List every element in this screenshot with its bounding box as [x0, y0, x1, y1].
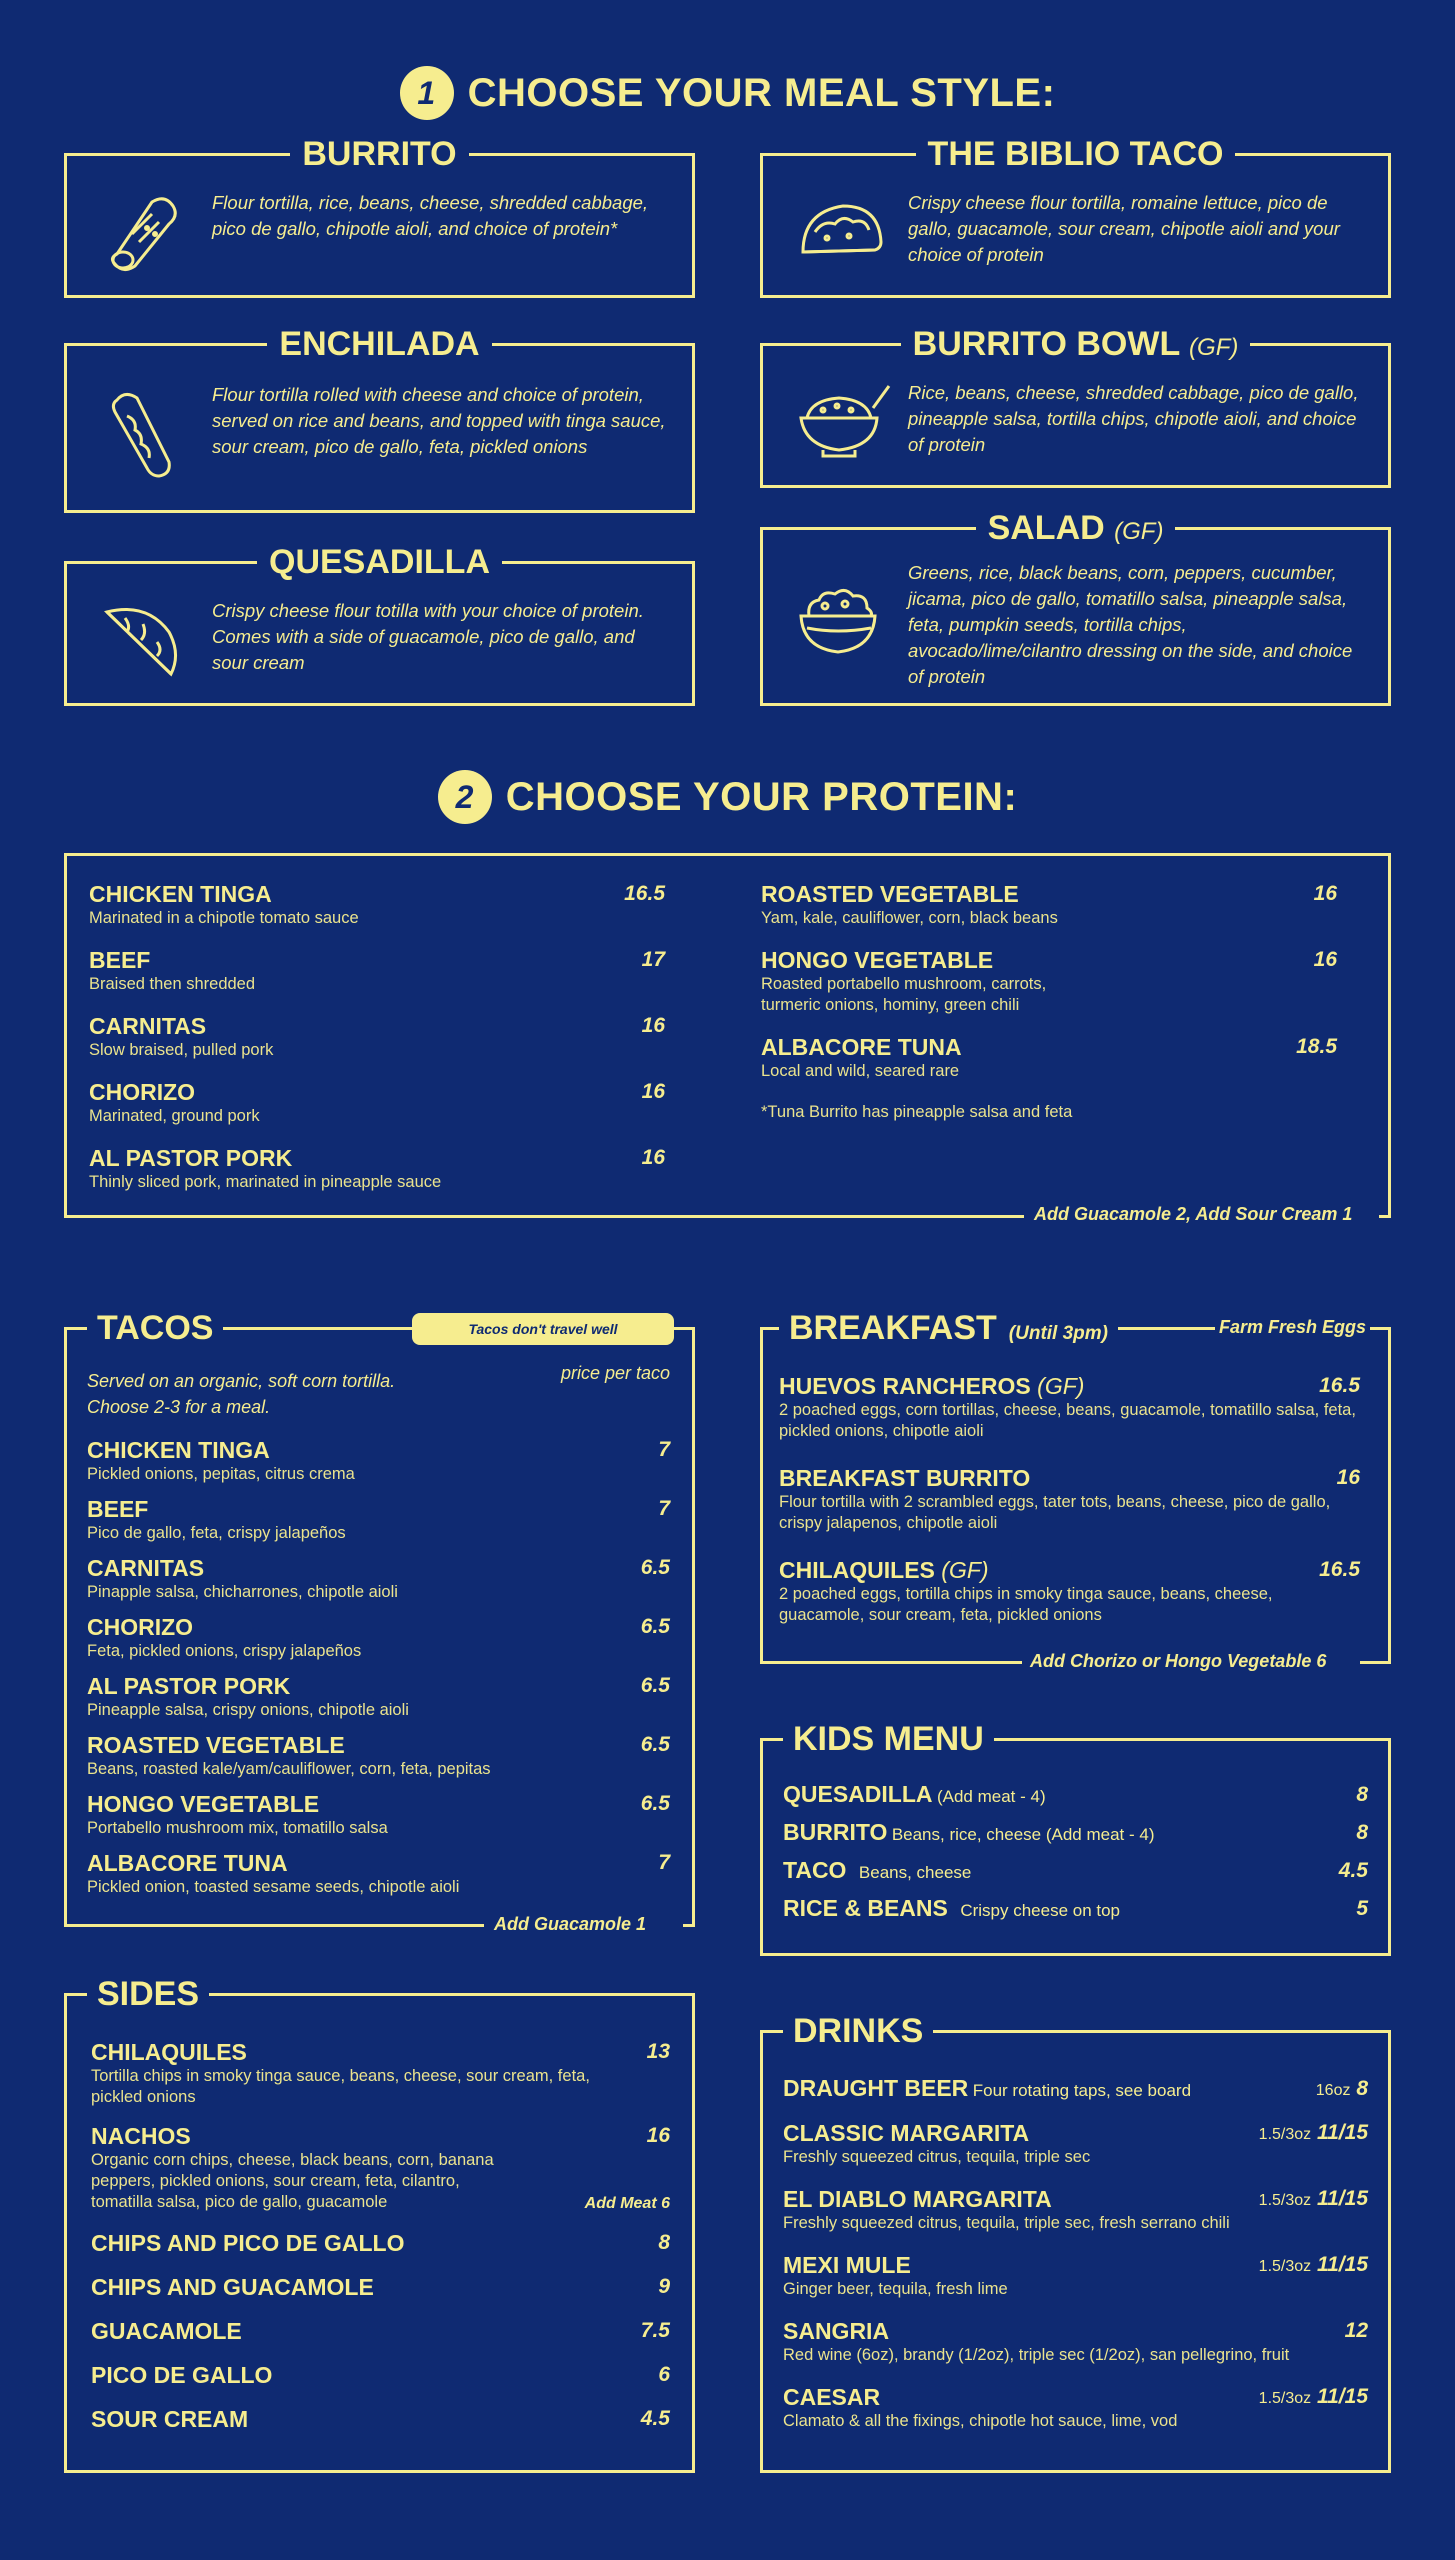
price: 8: [1356, 1783, 1368, 1806]
protein-item: ALBACORE TUNA Local and wild, seared rare 18.5: [761, 1034, 1337, 1080]
meal-desc: Crispy cheese flour tortilla, romaine lettuce, pico de gallo, guacamole, sour cream, chipotle aioli and your choice of protein: [908, 192, 1340, 265]
sides-box: [64, 1975, 695, 2473]
drinks-title: DRINKS: [783, 2011, 933, 2051]
taco-item: AL PASTOR PORK Pineapple salsa, crispy onions, chipotle aioli 6.5: [87, 1673, 670, 1719]
salad-icon: [793, 576, 883, 666]
price: 8: [658, 2231, 670, 2254]
price: 6: [658, 2363, 670, 2386]
tacos-bottom-corner: [683, 1914, 695, 1927]
drink-item: MEXI MULE Ginger beer, tequila, fresh lime 1.5/3oz 11/15: [783, 2252, 1368, 2298]
side-item: SOUR CREAM 4.5: [91, 2406, 670, 2432]
meal-desc: Greens, rice, black beans, corn, peppers, cucumber, jicama, pico de gallo, tomatillo salsa, pineapple salsa, feta, pumpkin seeds, tortilla chips, avocado/lime/cilantro dressing on the side, and choice of protein: [908, 562, 1353, 687]
drinks-box: [760, 2012, 1391, 2473]
tacos-travel-badge: Tacos don't travel well: [412, 1313, 674, 1345]
sides-list: [91, 2038, 670, 2449]
breakfast-bottom-line: [760, 1661, 1022, 1664]
meal-style-heading: [0, 66, 1455, 120]
meal-desc: Rice, beans, cheese, shredded cabbage, pico de gallo, pineapple salsa, tortilla chips, chipotle aioli, and choice of protein: [908, 382, 1359, 455]
tacos-box: [64, 1309, 695, 1927]
breakfast-addons: Add Chorizo or Hongo Vegetable 6: [1026, 1651, 1330, 1672]
breakfast-list: [779, 1372, 1360, 1626]
drink-item: CLASSIC MARGARITA Freshly squeezed citrus, tequila, triple sec 1.5/3oz 11/15: [783, 2120, 1368, 2166]
price: 16: [1313, 882, 1337, 905]
meal-card-burrito: [64, 135, 695, 298]
protein-box: [64, 853, 1391, 1218]
price: 16.5: [1319, 1558, 1360, 1581]
step-number-1: 1: [400, 66, 454, 120]
taco-item: HONGO VEGETABLE Portabello mushroom mix, tomatillo salsa 6.5: [87, 1791, 670, 1837]
gf-label: (GF): [1189, 334, 1239, 361]
side-item-nachos: NACHOS Organic corn chips, cheese, black beans, corn, banana peppers, pickled onions, sour cream, feta, cilantro, tomatilla salsa, pico de gallo, guacamole 16 Add Meat 6: [91, 2123, 670, 2212]
price: 7: [658, 1497, 670, 1520]
price: 16.5: [624, 882, 665, 905]
price: 4.5: [640, 2407, 670, 2430]
price: 16: [1336, 1466, 1360, 1489]
meal-desc: Flour tortilla rolled with cheese and choice of protein, served on rice and beans, and topped with tinga sauce, sour cream, pico de gallo, feta, pickled onions: [212, 384, 666, 457]
tacos-list: [87, 1436, 670, 1898]
kids-item: TACO Beans, cheese 4.5: [783, 1857, 1368, 1883]
price: 6.5: [640, 1556, 670, 1579]
drinks-list: [783, 2075, 1368, 2449]
taco-item: ROASTED VEGETABLE Beans, roasted kale/yam/cauliflower, corn, feta, pepitas 6.5: [87, 1732, 670, 1778]
meal-name: QUESADILLA: [257, 542, 502, 582]
step-number-2: 2: [438, 770, 492, 824]
price: 16.5: [1319, 1374, 1360, 1397]
price: 12: [1344, 2319, 1368, 2342]
meal-card-salad: [760, 509, 1391, 706]
drink-item: SANGRIA Red wine (6oz), brandy (1/2oz), triple sec (1/2oz), san pellegrino, fruit 12: [783, 2318, 1368, 2364]
breakfast-item: BREAKFAST BURRITO Flour tortilla with 2 scrambled eggs, tater tots, beans, cheese, pico de gallo, crispy jalapenos, chipotle aioli 16: [779, 1465, 1360, 1532]
breakfast-header: [779, 1308, 1118, 1354]
meal-card-enchilada: [64, 325, 695, 513]
side-item: PICO DE GALLO 6: [91, 2362, 670, 2388]
taco-item: ALBACORE TUNA Pickled onion, toasted sesame seeds, chipotle aioli 7: [87, 1850, 670, 1896]
enchilada-icon: [97, 382, 187, 482]
protein-list-right: [761, 880, 1337, 1123]
protein-item: CARNITAS Slow braised, pulled pork 16: [89, 1013, 665, 1059]
meal-name: THE BIBLIO TACO: [916, 134, 1236, 174]
protein-addons: Add Guacamole 2, Add Sour Cream 1: [1030, 1204, 1356, 1225]
breakfast-item: CHILAQUILES (GF) 2 poached eggs, tortilla chips in smoky tinga sauce, beans, cheese, guacamole, sour cream, feta, pickled onions 16.5: [779, 1557, 1360, 1624]
kids-menu-title: KIDS MENU: [783, 1719, 994, 1759]
breakfast-title: BREAKFAST: [789, 1309, 997, 1347]
price: 6.5: [640, 1733, 670, 1756]
price: 17: [641, 948, 665, 971]
protein-item: ROASTED VEGETABLE Yam, kale, cauliflower, corn, black beans 16: [761, 881, 1337, 927]
price: 16: [641, 1146, 665, 1169]
price: 16: [1313, 948, 1337, 971]
price: 4.5: [1338, 1859, 1368, 1882]
drink-item: DRAUGHT BEER Four rotating taps, see board 16oz 8: [783, 2075, 1368, 2101]
taco-item: CARNITAS Pinapple salsa, chicharrones, chipotle aioli 6.5: [87, 1555, 670, 1601]
side-item-chilaquiles: CHILAQUILES Tortilla chips in smoky tinga sauce, beans, cheese, sour cream, feta, pickled onions 13: [91, 2039, 670, 2106]
gf-label: (GF): [1114, 518, 1164, 545]
breakfast-item: HUEVOS RANCHEROS (GF) 2 poached eggs, corn tortillas, cheese, beans, guacamole, tomatillo salsa, feta, pickled onions, chipotle aioli 16.5: [779, 1373, 1360, 1440]
breakfast-hours: (Until 3pm): [1008, 1323, 1109, 1344]
protein-item: CHORIZO Marinated, ground pork 16: [89, 1079, 665, 1125]
meal-name: BURRITO: [290, 134, 468, 174]
kids-item: QUESADILLA (Add meat - 4) 8: [783, 1781, 1368, 1807]
drink-item: CAESAR Clamato & all the fixings, chipotle hot sauce, lime, vod 1.5/3oz 11/15: [783, 2384, 1368, 2430]
protein-bottom-corner: [1379, 1205, 1391, 1218]
price: 16: [641, 1014, 665, 1037]
price: 18.5: [1296, 1035, 1337, 1058]
tacos-addons: Add Guacamole 1: [490, 1914, 650, 1935]
meal-desc: Flour tortilla, rice, beans, cheese, shredded cabbage, pico de gallo, chipotle aioli, and choice of protein*: [212, 192, 649, 239]
kids-list: [783, 1781, 1368, 1933]
meal-desc: Crispy cheese flour totilla with your choice of protein. Comes with a side of guacamole, pico de gallo, and sour cream: [212, 600, 644, 673]
side-item: CHIPS AND GUACAMOLE 9: [91, 2274, 670, 2300]
protein-heading: [0, 770, 1455, 824]
breakfast-bottom-line-right: [1360, 1661, 1391, 1664]
price: 1.5/3oz 11/15: [1258, 2385, 1368, 2408]
meal-name: SALAD (GF): [976, 508, 1176, 552]
protein-item: HONGO VEGETABLE Roasted portabello mushroom, carrots, turmeric onions, hominy, green chili 16: [761, 947, 1337, 1014]
tacos-bottom-line: [64, 1924, 484, 1927]
price: 9: [658, 2275, 670, 2298]
kids-item: BURRITO Beans, rice, cheese (Add meat - 4) 8: [783, 1819, 1368, 1845]
farm-fresh-eggs-tag: Farm Fresh Eggs: [1215, 1317, 1370, 1338]
protein-bottom-line: [64, 1215, 1024, 1218]
price: 1.5/3oz 11/15: [1258, 2121, 1368, 2144]
price: 5: [1356, 1897, 1368, 1920]
price-per-taco-label: price per taco: [560, 1363, 670, 1383]
price: 8: [1356, 1821, 1368, 1844]
meal-style-title: CHOOSE YOUR MEAL STYLE:: [467, 70, 1056, 115]
tacos-title: TACOS: [87, 1308, 223, 1348]
drink-item: EL DIABLO MARGARITA Freshly squeezed citrus, tequila, triple sec, fresh serrano chili 1.5/3oz 11/15: [783, 2186, 1368, 2232]
tacos-intro: Served on an organic, soft corn tortilla. Choose 2-3 for a meal.: [87, 1371, 396, 1417]
protein-item: CHICKEN TINGA Marinated in a chipotle tomato sauce 16.5: [89, 881, 665, 927]
kids-menu-box: [760, 1720, 1391, 1956]
price: 16: [641, 1080, 665, 1103]
taco-icon: [793, 184, 893, 274]
price: 7.5: [640, 2319, 670, 2342]
price: 1.5/3oz 11/15: [1258, 2187, 1368, 2210]
taco-item: BEEF Pico de gallo, feta, crispy jalapeños 7: [87, 1496, 670, 1542]
price: 7: [658, 1851, 670, 1874]
side-item: GUACAMOLE 7.5: [91, 2318, 670, 2344]
breakfast-box: [760, 1309, 1391, 1664]
price: 13: [646, 2040, 670, 2063]
quesadilla-icon: [97, 592, 187, 682]
protein-item: AL PASTOR PORK Thinly sliced pork, marinated in pineapple sauce 16: [89, 1145, 665, 1191]
meal-name: ENCHILADA: [267, 324, 491, 364]
price: 6.5: [640, 1615, 670, 1638]
price: 6.5: [640, 1674, 670, 1697]
protein-item: BEEF Braised then shredded 17: [89, 947, 665, 993]
burrito-icon: [97, 184, 187, 274]
protein-list-left: [89, 880, 665, 1193]
meal-card-quesadilla: [64, 543, 695, 706]
tuna-note: *Tuna Burrito has pineapple salsa and feta: [761, 1103, 1073, 1121]
kids-item: RICE & BEANS Crispy cheese on top 5: [783, 1895, 1368, 1921]
price: 6.5: [640, 1792, 670, 1815]
meal-card-burrito-bowl: [760, 325, 1391, 488]
meal-card-biblio-taco: [760, 135, 1391, 298]
taco-item: CHORIZO Feta, pickled onions, crispy jalapeños 6.5: [87, 1614, 670, 1660]
bowl-icon: [793, 374, 893, 464]
sides-title: SIDES: [87, 1974, 209, 2014]
price: 1.5/3oz 11/15: [1258, 2253, 1368, 2276]
protein-title: CHOOSE YOUR PROTEIN:: [505, 774, 1018, 819]
side-item: CHIPS AND PICO DE GALLO 8: [91, 2230, 670, 2256]
price: 16: [646, 2124, 670, 2147]
price: 16oz 8: [1315, 2077, 1368, 2100]
meal-name: BURRITO BOWL (GF): [901, 324, 1251, 368]
taco-item: CHICKEN TINGA Pickled onions, pepitas, citrus crema 7: [87, 1437, 670, 1483]
price: 7: [658, 1438, 670, 1461]
nachos-add-meat: Add Meat 6: [584, 2195, 670, 2212]
